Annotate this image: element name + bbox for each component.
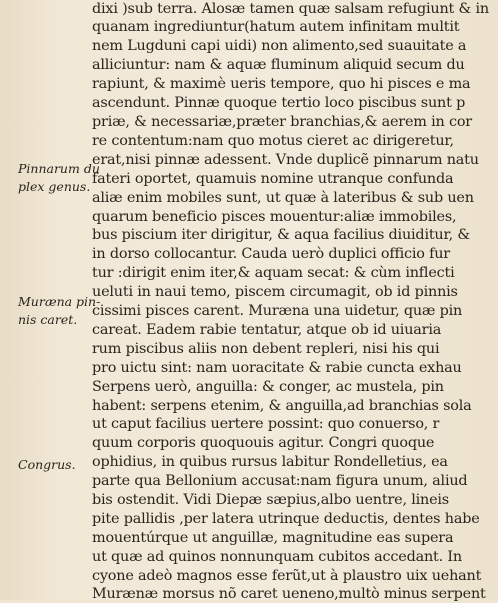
- text-line: rapiunt, & maximè ueris tempore, quo hi pisces e ma: [92, 76, 471, 92]
- margin-note: Congrus.: [18, 457, 76, 472]
- text-line: erat,nisi pinnæ adessent. Vnde duplicẽ pinnarum natu: [92, 152, 479, 168]
- text-line: Murænæ morsus nõ caret ueneno,multò minus serpent: [92, 586, 486, 602]
- text-line: in dorso collocantur. Cauda uerò duplici officio fur: [92, 246, 450, 262]
- text-line: cissimi pisces carent. Muræna una uidetur, quæ pin: [92, 303, 463, 319]
- text-line: re contentum:nam quo motus cieret ac dirigeretur,: [92, 133, 454, 149]
- margin-note: plex genus.: [18, 179, 91, 194]
- text-line: pite pallidis ,per latera utrinque deductis, dentes habe: [92, 511, 480, 527]
- margin-note: Muræna pin-: [18, 294, 101, 309]
- text-line: bus piscium iter dirigitur, & aqua facilius diuiditur, &: [92, 227, 470, 243]
- text-line: ophidius, in quibus rursus labitur Rondelletius, ea: [92, 454, 448, 470]
- margin-note: Pinnarum du: [18, 161, 100, 176]
- text-line: alliciuntur: nam & aquæ fluminum aliquid secum du: [92, 57, 465, 73]
- text-line: quanam ingrediuntur(hatum autem infinitam multit: [92, 19, 460, 35]
- text-line: ascendunt. Pinnæ quoque tertio loco piscibus sunt p: [92, 95, 466, 111]
- text-line: tur :dirigit enim iter,& aquam secat: & cùm inflecti: [92, 265, 455, 281]
- text-line: aliæ enim mobiles sunt, ut quæ à lateribus & sub uen: [92, 190, 474, 206]
- text-line: quarum beneficio pisces mouentur:aliæ immobiles,: [92, 209, 457, 225]
- text-line: careat. Eadem rabie tentatur, atque ob id uiuaria: [92, 322, 442, 338]
- text-line: parte qua Bellonium accusat:nam figura unum, aliud: [92, 473, 468, 489]
- text-line: ueluti in naui temo, piscem circumagit, ob id pinnis: [92, 284, 458, 300]
- text-line: pro uictu sint: nam uoracitate & rabie cuncta exhau: [92, 360, 462, 376]
- text-line: ut caput facilius uertere possint: quo conuerso, r: [92, 416, 440, 432]
- text-line: cyone adeò magnos esse ferũt,ut à plaustro uix uehant: [92, 568, 482, 584]
- text-line: ut quæ ad quinos nonnunquam cubitos accedant. In: [92, 549, 462, 565]
- text-line: nem Lugduni capi uidi) non alimento,sed suauitate a: [92, 38, 467, 54]
- text-line: quum corporis quoquouis agitur. Congri quoque: [92, 435, 435, 451]
- text-line: priæ, & necessariæ,præter branchias,& aerem in cor: [92, 114, 472, 130]
- margin-note: nis caret.: [18, 312, 78, 327]
- text-line: fateri oportet, quamuis nomine utranque confunda: [92, 171, 454, 187]
- text-line: bis ostendit. Vidi Diepæ sæpius,albo uentre, lineis: [92, 492, 449, 508]
- text-line: rum piscibus aliis non debent repleri, nisi his qui: [92, 341, 440, 357]
- text-line: mouentúrque ut anguillæ, magnitudine eas supera: [92, 530, 454, 546]
- text-line: dixi )sub terra. Alosæ tamen quæ salsam refugiunt & in: [92, 1, 489, 17]
- text-line: Serpens uerò, anguilla: & conger, ac mustela, pin: [92, 379, 444, 395]
- text-line: habent: serpens etenim, & anguilla,ad branchias sola: [92, 398, 472, 414]
